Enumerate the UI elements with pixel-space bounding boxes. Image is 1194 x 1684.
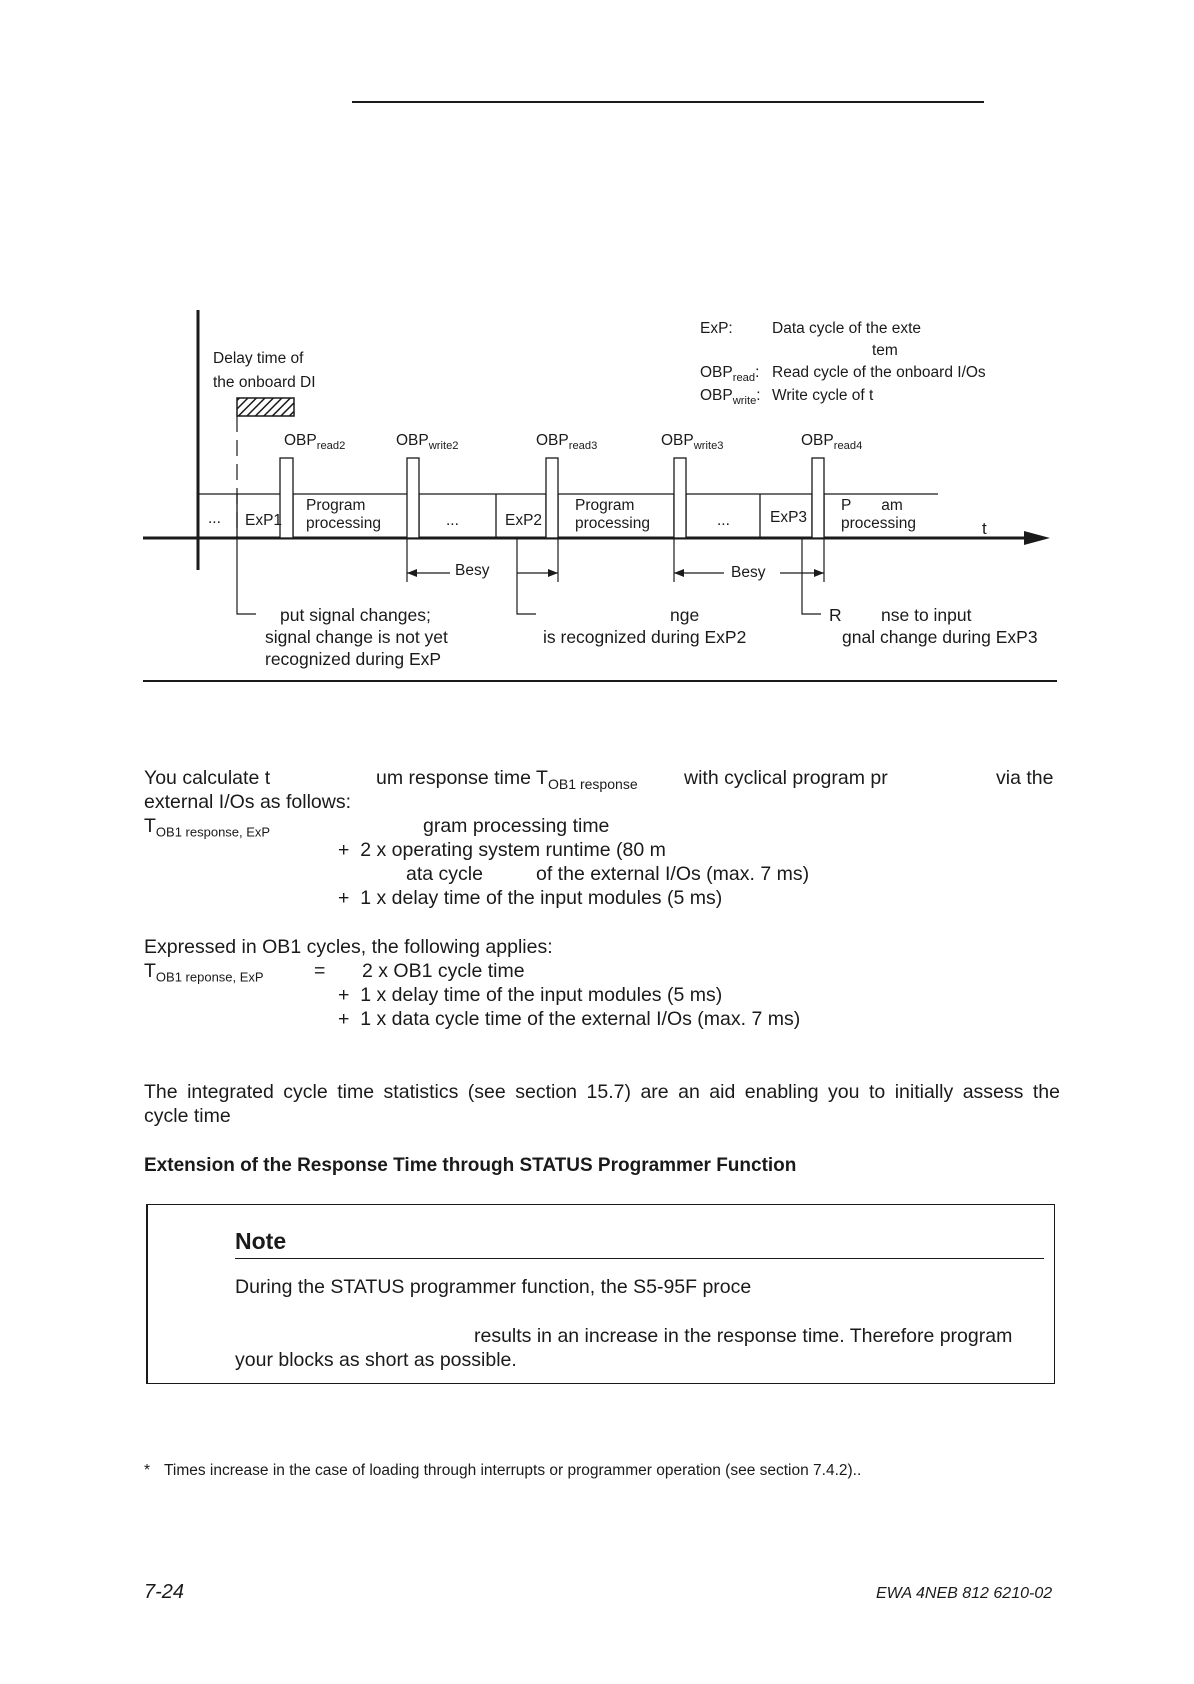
legend-obp-write-key: $OBP_{write}$: [700, 387, 761, 407]
note-exp1: put signal changes; signal change is not yet recognized during ExP [265, 605, 448, 669]
para-1-a: You calculate t [144, 767, 271, 789]
formula-2-line1: 2 x OB1 cycle time [362, 960, 525, 982]
legend-exp-desc: Data cycle of the exte [772, 320, 922, 337]
block-program-1: Program [306, 497, 366, 514]
delay-hatched-box [237, 398, 294, 416]
block-program-3: P am [841, 497, 903, 514]
formula-1-line3b: of the external I/Os (max. 7 ms) [536, 863, 810, 885]
block-exp1: ExP1 [245, 512, 283, 529]
obp-label-read4: $OBP_{read4}$ [801, 432, 863, 452]
note-title: Note [235, 1228, 287, 1254]
block-exp2: ExP2 [505, 512, 543, 529]
note-exp2: nge is recognized during ExP2 [543, 605, 747, 647]
obp-label-read2: $OBP_{read2}$ [284, 432, 346, 452]
block-dots-1: ... [208, 510, 221, 527]
obp-write3-box [674, 458, 686, 538]
formula-2-lhs: $T_{OB1 reponse, ExP}$ [144, 960, 264, 985]
note-line-2: results in an increase in the response time. Therefore program [474, 1325, 1013, 1347]
footnote-text: Times increase in the case of loading through interrupts or programmer operation (see section 7.4.2).. [164, 1462, 862, 1479]
formula-1-lhs: $T_{OB1 response, ExP}$ [144, 815, 271, 840]
obp-label-write3: $OBP_{write3}$ [661, 432, 724, 452]
formula-1-line3: ata cycle [406, 863, 483, 885]
legend-exp-desc-2: tem [872, 342, 898, 359]
block-program-2: Program [575, 497, 635, 514]
section-heading: Extension of the Response Time through STATUS Programmer Function [144, 1155, 797, 1176]
para-1-line2: external I/Os as follows: [144, 791, 351, 813]
legend-exp-key: ExP: [700, 320, 733, 337]
time-axis-arrow-icon [1024, 531, 1050, 545]
delay-label-1: Delay time of [213, 350, 304, 367]
formula-1-line2: + 2 x operating system runtime (80 m [338, 839, 666, 861]
block-dots-2: ... [446, 512, 459, 529]
formula-2-eq: = [314, 960, 326, 982]
formula-2-line2: + 1 x delay time of the input modules (5 ms) [338, 984, 723, 1006]
obp-label-write2: $OBP_{write2}$ [396, 432, 459, 452]
formula-1-line4: + 1 x delay time of the input modules (5 ms) [338, 887, 723, 909]
legend-obp-write-desc: Write cycle of t [772, 387, 874, 404]
note-title-rule [235, 1258, 1044, 1259]
legend-obp-read-desc: Read cycle of the onboard I/Os [772, 364, 986, 381]
obp-write2-box [407, 458, 419, 538]
obp-label-read3: $OBP_{read3}$ [536, 432, 598, 452]
block-exp3: ExP3 [770, 509, 808, 526]
time-axis-label: t [982, 519, 987, 538]
besy-label-1: Besy [455, 562, 490, 579]
delay-label-2: the onboard DI [213, 374, 316, 391]
document-id: EWA 4NEB 812 6210-02 [876, 1585, 1053, 1602]
note-exp3: nse to input gnal change during ExP3 [842, 605, 1038, 647]
page-number: 7-24 [144, 1581, 185, 1603]
obp-read3-box [546, 458, 558, 538]
formula-2-line3: + 1 x data cycle time of the external I/Os (max. 7 ms) [338, 1008, 801, 1030]
note-exp3-r: R [829, 605, 842, 625]
para-1-b: um response time $T_{OB1 response}$ [376, 767, 638, 792]
block-processing-1: processing [306, 515, 381, 532]
note-line-1: During the STATUS programmer function, the S5-95F proce [235, 1276, 752, 1298]
para-3-line2: cycle time [144, 1105, 231, 1127]
block-dots-3: ... [717, 512, 730, 529]
block-processing-3: processing [841, 515, 916, 532]
para-1-d: via the [996, 767, 1054, 789]
formula-1-line1: gram processing time [423, 815, 610, 837]
note-line-3: your blocks as short as possible. [235, 1349, 517, 1371]
besy-label-2: Besy [731, 564, 766, 581]
obp-read4-box [812, 458, 824, 538]
legend-obp-read-key: $OBP_{read}$: [700, 364, 760, 384]
footnote-star: * [144, 1462, 151, 1479]
para-1-c: with cyclical program pr [684, 767, 888, 789]
para-3-line1: The integrated cycle time statistics (see section 15.7) are an aid enabling you to initially assess the [144, 1081, 1060, 1103]
diagram-bottom-rule [143, 680, 1057, 682]
para-2: Expressed in OB1 cycles, the following applies: [144, 936, 553, 958]
block-processing-2: processing [575, 515, 650, 532]
